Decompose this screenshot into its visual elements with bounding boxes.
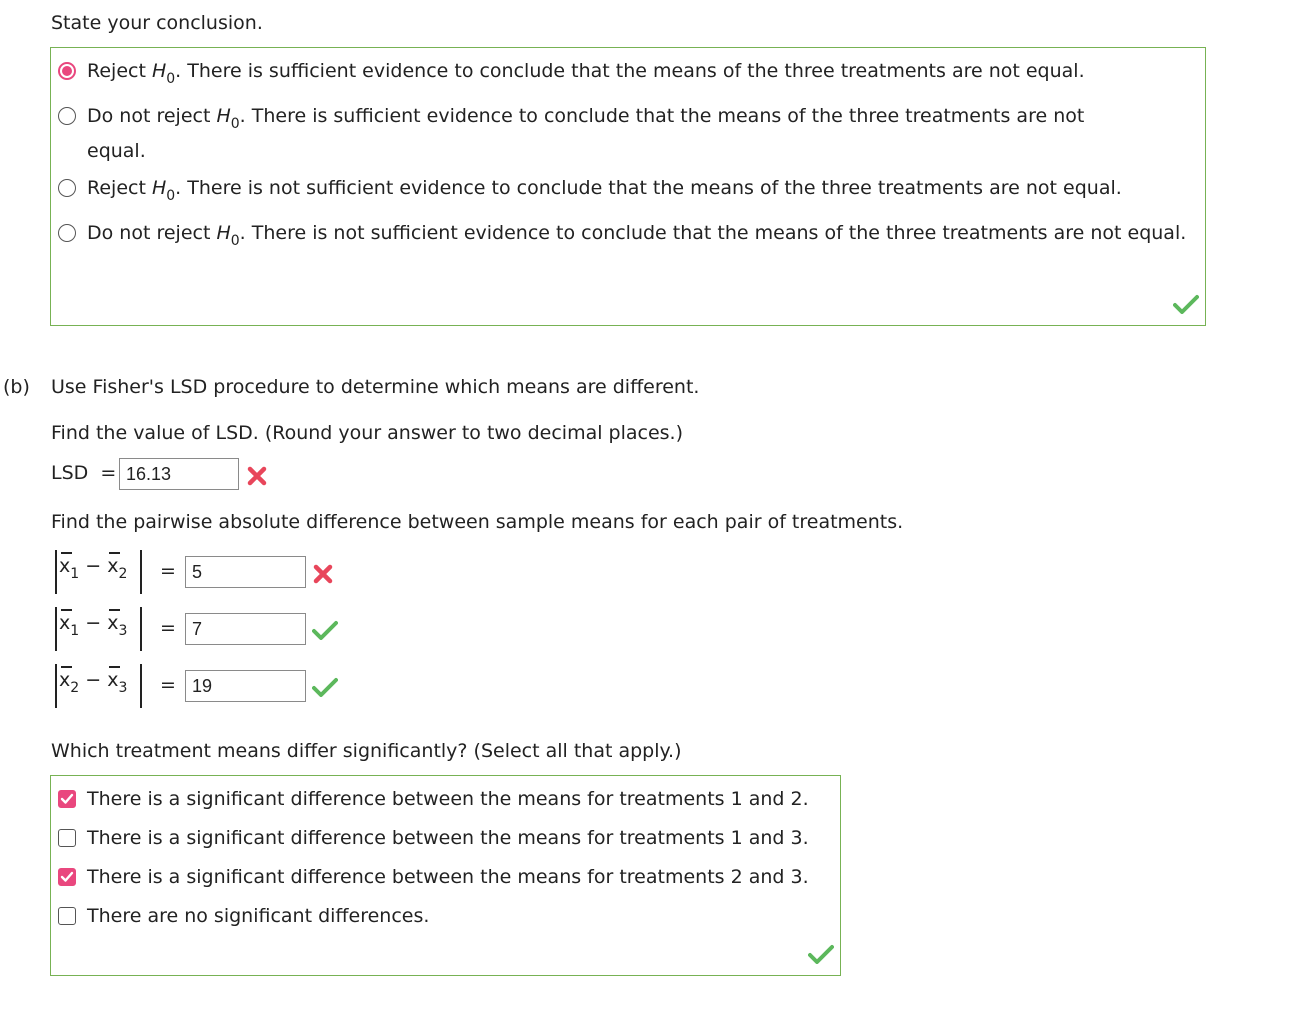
radio-reject-not-sufficient[interactable] (58, 179, 76, 197)
abs-bar-left (55, 550, 57, 594)
option-treatments-2-3-label[interactable]: There is a significant difference between the means for treatments 2 and 3. (87, 866, 809, 888)
correct-check-icon (1173, 294, 1199, 314)
option-reject-sufficient-label[interactable]: Reject $H_0$. There is sufficient evidence to conclude that the means of the three treatments are not equal. (87, 60, 1085, 87)
option-no-differences-label[interactable]: There are no significant differences. (87, 905, 430, 927)
pair-difference-input[interactable]: 19 (185, 670, 306, 702)
pairwise-prompt: Find the pairwise absolute difference between sample means for each pair of treatments. (51, 511, 904, 533)
radio-reject-sufficient[interactable] (58, 62, 76, 80)
lsd-prompt: Find the value of LSD. (Round your answer to two decimal places.) (51, 422, 684, 444)
equals-sign: = (160, 560, 176, 582)
conclusion-answer-box (50, 47, 1206, 326)
checkbox-treatments-1-3[interactable] (58, 829, 76, 847)
radio-not-reject-not-sufficient[interactable] (58, 224, 76, 242)
abs-bar-right (140, 607, 142, 651)
pair-expression: $x_1$ − $x_2$ (59, 555, 127, 579)
correct-check-icon (312, 620, 338, 640)
incorrect-x-icon (312, 563, 334, 585)
radio-not-reject-sufficient[interactable] (58, 107, 76, 125)
option-reject-not-sufficient-label[interactable]: Reject $H_0$. There is not sufficient evidence to conclude that the means of the three treatments are not equal. (87, 177, 1122, 204)
option-treatments-1-3-label[interactable]: There is a significant difference between the means for treatments 1 and 3. (87, 827, 809, 849)
abs-bar-right (140, 550, 142, 594)
differ-prompt: Which treatment means differ significantly? (Select all that apply.) (51, 740, 682, 762)
part-b-label: (b) (3, 376, 30, 398)
lsd-label: LSD = (51, 462, 117, 484)
option-not-reject-not-sufficient-label[interactable]: Do not reject $H_0$. There is not sufficient evidence to conclude that the means of the three treatments are not equal. (87, 222, 1187, 249)
conclusion-prompt: State your conclusion. (51, 12, 263, 34)
checkbox-no-differences[interactable] (58, 907, 76, 925)
option-not-reject-sufficient-label[interactable]: Do not reject $H_0$. There is sufficient evidence to conclude that the means of the three treatments are not equal. (87, 105, 1085, 162)
incorrect-x-icon (246, 465, 268, 487)
abs-bar-left (55, 607, 57, 651)
pair-expression: $x_2$ − $x_3$ (59, 669, 127, 693)
equals-sign: = (160, 674, 176, 696)
equals-sign: = (160, 617, 176, 639)
checkbox-treatments-2-3[interactable] (58, 868, 76, 886)
option-treatments-1-2-label[interactable]: There is a significant difference between the means for treatments 1 and 2. (87, 788, 809, 810)
abs-bar-left (55, 664, 57, 708)
pair-expression: $x_1$ − $x_3$ (59, 612, 127, 636)
pair-difference-input[interactable]: 7 (185, 613, 306, 645)
part-b-instruction: Use Fisher's LSD procedure to determine which means are different. (51, 376, 700, 398)
differ-answer-box (50, 775, 841, 976)
checkbox-treatments-1-2[interactable] (58, 790, 76, 808)
abs-bar-right (140, 664, 142, 708)
pair-difference-input[interactable]: 5 (185, 556, 306, 588)
correct-check-icon (808, 944, 834, 964)
correct-check-icon (312, 677, 338, 697)
lsd-input[interactable]: 16.13 (119, 458, 239, 490)
